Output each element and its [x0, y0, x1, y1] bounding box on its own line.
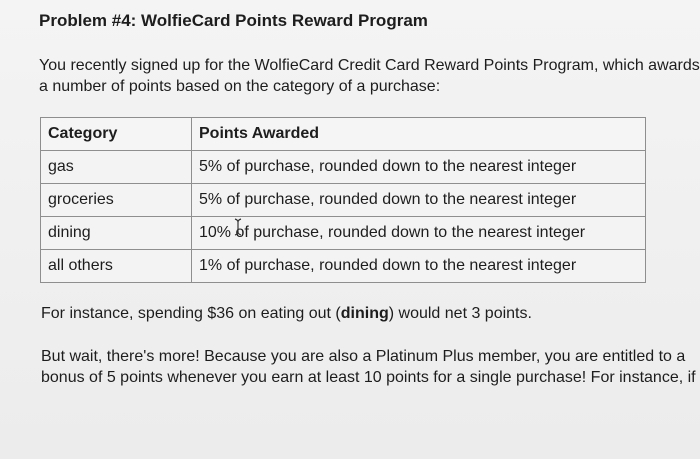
table-header-row [41, 118, 646, 151]
bonus-line-1: But wait, there's more! Because you are also a Platinum Plus member, you are entitled to a [41, 348, 686, 365]
rewards-table [40, 117, 646, 283]
header-category: Category [41, 118, 192, 151]
table-row [41, 217, 646, 250]
intro-line-1: You recently signed up for the WolfieCard Credit Card Reward Points Program, which awards [39, 57, 700, 74]
bonus-paragraph [41, 346, 696, 388]
intro-line-2: a number of points based on the category of a purchase: [39, 78, 441, 95]
table-row [41, 184, 646, 217]
table-row [41, 151, 646, 184]
category-cell: all others [41, 250, 192, 283]
example-paragraph [41, 305, 532, 323]
category-cell: gas [41, 151, 192, 184]
example-text-before: For instance, spending $36 on eating out ( [41, 305, 341, 322]
points-cell: 1% of purchase, rounded down to the nearest integer [192, 250, 646, 283]
table-row [41, 250, 646, 283]
category-cell: dining [41, 217, 192, 250]
points-cell: 5% of purchase, rounded down to the nearest integer [192, 151, 646, 184]
text-cursor-icon [233, 218, 243, 236]
bonus-line-2: bonus of 5 points whenever you earn at least 10 points for a single purchase! For instance, if [41, 369, 696, 386]
category-cell: groceries [41, 184, 192, 217]
points-cell: 10% of purchase, rounded down to the nearest integer [192, 217, 646, 250]
intro-paragraph [39, 55, 700, 97]
header-points-awarded: Points Awarded [192, 118, 646, 151]
example-bold-category: dining [340, 305, 389, 322]
problem-title: Problem #4: WolfieCard Points Reward Program [39, 11, 428, 30]
example-text-after: ) would net 3 points. [388, 305, 532, 322]
points-cell: 5% of purchase, rounded down to the nearest integer [192, 184, 646, 217]
